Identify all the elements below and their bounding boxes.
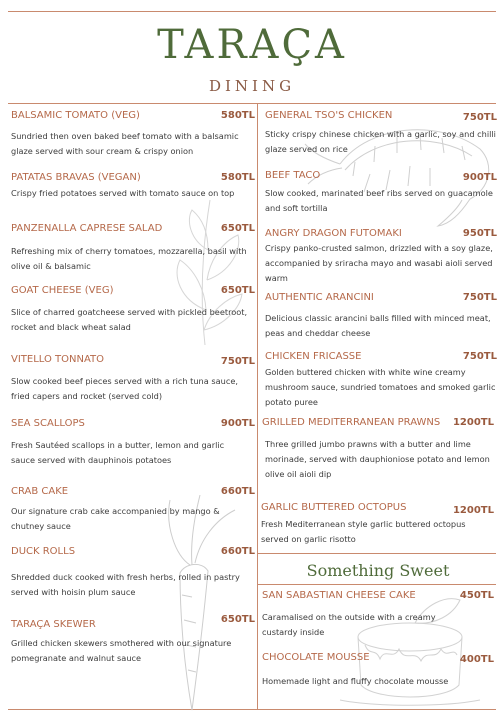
menu-item-sea-scallops [11, 418, 255, 468]
menu-item-price: 450TL [459, 590, 494, 601]
menu-item-name: BALSAMIC TOMATO (VEG) [11, 110, 140, 121]
menu-item-description: Crispy panko-crusted salmon, drizzled with a soy glaze, accompanied by sriracha mayo and wasabi aioli served warm [265, 243, 493, 283]
menu-item-balsamic-tomato [11, 110, 255, 160]
menu-item-price: 1200TL [452, 417, 494, 428]
menu-item-price: 400TL [459, 654, 494, 665]
menu-item-cheese-cake [262, 590, 497, 640]
menu-item-description: Fresh Mediterranean style garlic buttered octopus served on garlic risotto [261, 519, 466, 544]
menu-item-taraca-skewer [11, 614, 255, 666]
section-title-something-sweet: Something Sweet [306, 561, 450, 580]
brand-subtitle: DINING [208, 77, 296, 95]
menu-item-goat-cheese [11, 285, 255, 335]
menu-item-price: 650TL [220, 614, 255, 625]
menu-item-name: DUCK ROLLS [11, 546, 76, 557]
menu-item-name: PANZENALLA CAPRESE SALAD [11, 223, 163, 234]
menu-item-price: 580TL [220, 172, 255, 183]
menu-item-price: 900TL [462, 172, 497, 183]
menu-item-description: Three grilled jumbo prawns with a butter and lime morinade, served with dauphioniose potato and lemon olive oil aioli dip [265, 439, 490, 479]
menu-item-duck-rolls [11, 546, 255, 598]
menu-item-name: ANGRY DRAGON FUTOMAKI [265, 228, 402, 239]
menu-item-price: 650TL [220, 285, 255, 296]
menu-item-chocolate-mousse [262, 652, 497, 696]
menu-item-name: CHICKEN FRICASSE [265, 351, 362, 362]
menu-item-angry-dragon-futomaki [265, 228, 497, 284]
menu-item-description: Fresh Sautéed scallops in a butter, lemon and garlic sauce served with dauphinois potatoes [11, 440, 225, 465]
menu-item-description: Slow cooked beef pieces served with a rich tuna sauce, fried capers and rocket (served cold) [11, 376, 238, 401]
menu-item-patatas-bravas [11, 172, 255, 216]
menu-item-description: Refreshing mix of cherry tomatoes, mozzarella, basil with olive oil & balsamic [11, 246, 247, 271]
menu-item-price: 750TL [462, 351, 497, 362]
menu-item-description: Caramalised on the outside with a creamy custardy inside [262, 612, 436, 637]
sweet-rule-top [258, 553, 496, 554]
menu-item-name: SEA SCALLOPS [11, 418, 85, 429]
menu-item-name: BEEF TACO [265, 170, 321, 181]
menu-item-price: 1200TL [452, 505, 494, 516]
menu-item-crab-cake [11, 486, 255, 536]
menu-item-description: Crispy fried potatoes served with tomato sauce on top [11, 188, 235, 198]
menu-item-authentic-arancini [265, 292, 497, 342]
menu-item-description: Delicious classic arancini balls filled with minced meat, peas and cheddar cheese [265, 313, 491, 338]
menu-item-price: 660TL [220, 486, 255, 497]
menu-item-description: Slow cooked, marinated beef ribs served on guacamole and soft tortilla [265, 188, 493, 213]
menu-item-description: Sundried then oven baked beef tomato with a balsamic glaze served with sour cream & crispy onion [11, 131, 239, 156]
menu-item-name: PATATAS BRAVAS (VEGAN) [11, 172, 141, 183]
menu-item-price: 950TL [462, 228, 497, 239]
menu-item-name: GARLIC BUTTERED OCTOPUS [261, 502, 407, 513]
menu-item-description: Golden buttered chicken with white wine creamy mushroom sauce, sundried tomatoes and smoked garlic potato puree [265, 367, 496, 407]
menu-item-general-tso-chicken [265, 110, 497, 160]
menu-item-price: 750TL [462, 292, 497, 303]
menu-item-vitello-tonnato [11, 354, 255, 404]
menu-item-description: Slice of charred goatcheese served with pickled beetroot, rocket and black wheat salad [11, 307, 248, 332]
menu-item-name: TARAÇA SKEWER [11, 619, 96, 630]
menu-item-chicken-fricasse [265, 351, 497, 411]
menu-item-price: 650TL [220, 223, 255, 234]
menu-item-name: CHOCOLATE MOUSSE [262, 652, 370, 663]
menu-item-name: CRAB CAKE [11, 486, 69, 497]
menu-item-description: Homemade light and fluffy chocolate mousse [262, 676, 449, 686]
menu-item-garlic-octopus [261, 502, 497, 552]
menu-item-price: 660TL [220, 546, 255, 557]
menu-item-price: 580TL [220, 110, 255, 121]
menu-item-name: GRILLED MEDITERRANEAN PRAWNS [262, 417, 441, 428]
menu-item-description: Sticky crispy chinese chicken with a garlic, soy and chilli glaze served on rice [265, 129, 496, 154]
menu-item-name: GENERAL TSO'S CHICKEN [265, 110, 393, 121]
menu-item-beef-taco [265, 170, 497, 218]
menu-item-name: GOAT CHEESE (VEG) [11, 285, 114, 296]
top-rule [8, 11, 496, 12]
menu-item-name: SAN SABASTIAN CHEESE CAKE [262, 590, 416, 601]
brand-title: TARAÇA [157, 22, 347, 68]
menu-item-price: 750TL [220, 356, 255, 367]
menu-item-caprese-salad [11, 223, 255, 273]
menu-item-price: 900TL [220, 418, 255, 429]
menu-item-grilled-prawns [262, 417, 497, 479]
menu-item-name: VITELLO TONNATO [11, 354, 105, 365]
menu-item-description: Our signature crab cake accompanied by mango & chutney sauce [11, 506, 220, 531]
menu-item-name: AUTHENTIC ARANCINI [265, 292, 374, 303]
menu-item-description: Shredded duck cooked with fresh herbs, rolled in pastry served with hoisin plum sauce [11, 572, 240, 597]
menu-item-description: Grilled chicken skewers smothered with our signature pomegranate and walnut sauce [11, 638, 232, 663]
menu-item-price: 750TL [462, 112, 497, 123]
